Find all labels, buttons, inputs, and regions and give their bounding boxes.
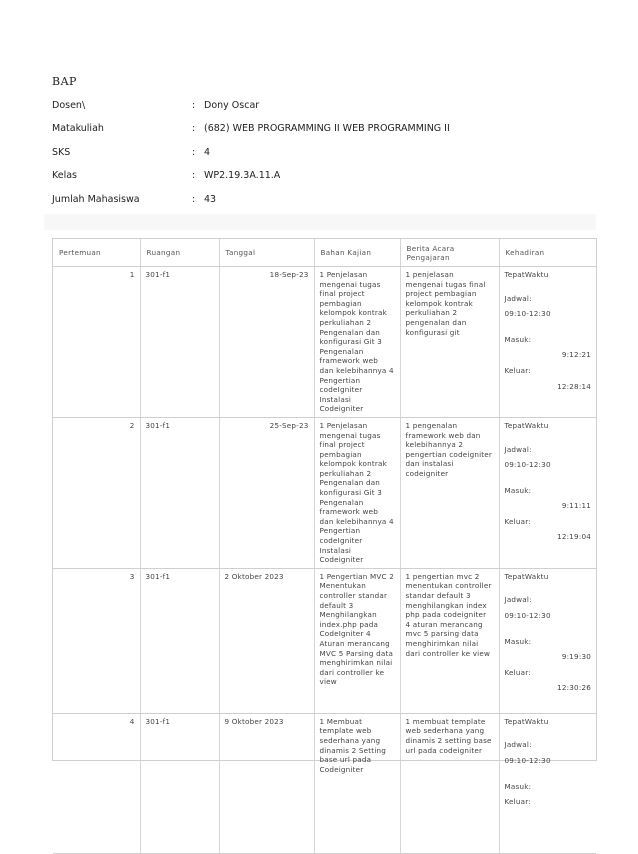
schedule-value: 09:10-12:30	[504, 309, 551, 319]
attendance-status: TepatWaktu	[504, 571, 549, 581]
cell-berita-acara: 1 membuat template web sederhana yang dinamis 2 setting base url pada codeigniter	[400, 713, 499, 853]
cell-ruangan: 301-f1	[140, 568, 219, 713]
column-header-tanggal: Tanggal	[219, 239, 314, 267]
check-out-label: Keluar:	[504, 365, 531, 375]
column-header-pertemuan: Pertemuan	[53, 239, 140, 267]
schedule-label: Jadwal:	[504, 740, 532, 750]
check-in-label: Masuk:	[504, 781, 532, 791]
cell-bahan-kajian: 1 Membuat template web sederhana yang dinamis 2 Setting base url pada Codeigniter	[314, 713, 400, 853]
table-row	[53, 568, 596, 713]
info-separator: :	[192, 147, 196, 158]
check-out-label: Keluar:	[504, 516, 531, 526]
bap-table-container[interactable]	[52, 238, 597, 807]
column-header-berita-acara: Berita Acara Pengajaran	[400, 239, 499, 267]
cell-kehadiran	[499, 417, 596, 568]
check-in-label: Masuk:	[504, 485, 532, 495]
info-label: SKS	[52, 147, 71, 158]
info-value: WP2.19.3A.11.A	[204, 170, 281, 181]
schedule-value: 09:10-12:30	[504, 611, 551, 620]
info-label: Dosen\	[52, 100, 86, 111]
section-divider-band	[44, 214, 596, 230]
info-label: Matakuliah	[52, 123, 104, 134]
cell-tanggal: 2 Oktober 2023	[219, 568, 314, 713]
check-in-label: Masuk:	[504, 636, 532, 646]
check-in-time: 9:11:11	[561, 501, 591, 511]
info-value: Dony Oscar	[204, 100, 260, 111]
check-out-time: 12:19:04	[557, 532, 591, 542]
cell-berita-acara: 1 penjelasan mengenai tugas final project pembagian kelompok kontrak perkuliahan 2 pengenalan dan konfigurasi git	[400, 267, 499, 418]
cell-ruangan: 301-f1	[140, 267, 219, 418]
cell-pertemuan: 3	[53, 568, 140, 713]
cell-kehadiran	[499, 568, 596, 713]
cell-pertemuan: 1	[53, 267, 140, 418]
cell-ruangan: 301-f1	[140, 417, 219, 568]
schedule-label: Jadwal:	[504, 444, 532, 454]
cell-tanggal: 18-Sep-23	[219, 267, 314, 418]
attendance-status: TepatWaktu	[504, 270, 549, 279]
table-header-row	[53, 239, 596, 267]
table-row	[53, 417, 596, 568]
cell-kehadiran	[499, 267, 596, 418]
info-value: 4	[204, 147, 211, 158]
cell-bahan-kajian: 1 Penjelasan mengenai tugas final project pembagian kelompok kontrak perkuliahan 2 Pengenalan dan konfigurasi Git 3 Pengenalan framework web dan kelebihannya 4 Pengertian codeIgniter Instalasi Codeigniter	[314, 417, 400, 568]
cell-tanggal: 25-Sep-23	[219, 417, 314, 568]
schedule-value: 09:10-12:30	[504, 460, 551, 470]
cell-bahan-kajian: 1 Penjelasan mengenai tugas final project pembagian kelompok kontrak perkuliahan 2 Pengenalan dan konfigurasi Git 3 Pengenalan framework web dan kelebihannya 4 Pengertian codeIgniter Instalasi Codeigniter	[314, 267, 400, 418]
attendance-status: TepatWaktu	[504, 716, 549, 726]
cell-pertemuan: 2	[53, 417, 140, 568]
bap-table	[53, 239, 596, 854]
check-in-time: 9:12:21	[561, 350, 591, 360]
cell-ruangan: 301-f1	[140, 713, 219, 853]
info-label: Jumlah Mahasiswa	[52, 194, 140, 205]
schedule-label: Jadwal:	[504, 595, 532, 605]
info-separator: :	[192, 123, 196, 134]
info-value: 43	[204, 194, 217, 205]
cell-pertemuan: 4	[53, 713, 140, 853]
schedule-label: Jadwal:	[504, 293, 532, 303]
column-header-kehadiran: Kehadiran	[499, 239, 596, 267]
info-label: Kelas	[52, 170, 78, 181]
cell-kehadiran	[499, 713, 596, 853]
column-header-bahan-kajian: Bahan Kajian	[314, 239, 400, 267]
info-separator: :	[192, 100, 196, 111]
cell-berita-acara: 1 pengenalan framework web dan kelebihannya 2 pengertian codeigniter dan instalasi codeigniter	[400, 417, 499, 568]
info-separator: :	[192, 194, 196, 205]
check-in-time: 9:19:30	[561, 652, 591, 662]
schedule-value: 09:10-12:30	[504, 756, 551, 765]
table-row	[53, 713, 596, 853]
page-title: BAP	[52, 75, 77, 88]
info-value: (682) WEB PROGRAMMING II WEB PROGRAMMING II	[204, 123, 450, 134]
cell-berita-acara: 1 pengertian mvc 2 menentukan controller standar default 3 menghilangkan index php pada codeigniter 4 aturan merancang mvc 5 parsing data menghirimkan nilai dari controller ke view	[400, 568, 499, 713]
column-header-ruangan: Ruangan	[140, 239, 219, 267]
check-out-label: Keluar:	[504, 667, 531, 677]
cell-bahan-kajian: 1 Pengertian MVC 2 Menentukan controller standar default 3 Menghilangkan index.php pada CodeIgniter 4 Aturan merancang MVC 5 Parsing data menghirimkan nilai dari controller ke view	[314, 568, 400, 713]
info-separator: :	[192, 170, 196, 181]
check-out-time: 12:30:26	[557, 683, 591, 693]
cell-tanggal: 9 Oktober 2023	[219, 713, 314, 853]
table-row	[53, 267, 596, 418]
check-out-label: Keluar:	[504, 797, 531, 807]
attendance-status: TepatWaktu	[504, 420, 549, 430]
check-in-label: Masuk:	[504, 334, 532, 344]
check-out-time: 12:28:14	[557, 381, 591, 391]
